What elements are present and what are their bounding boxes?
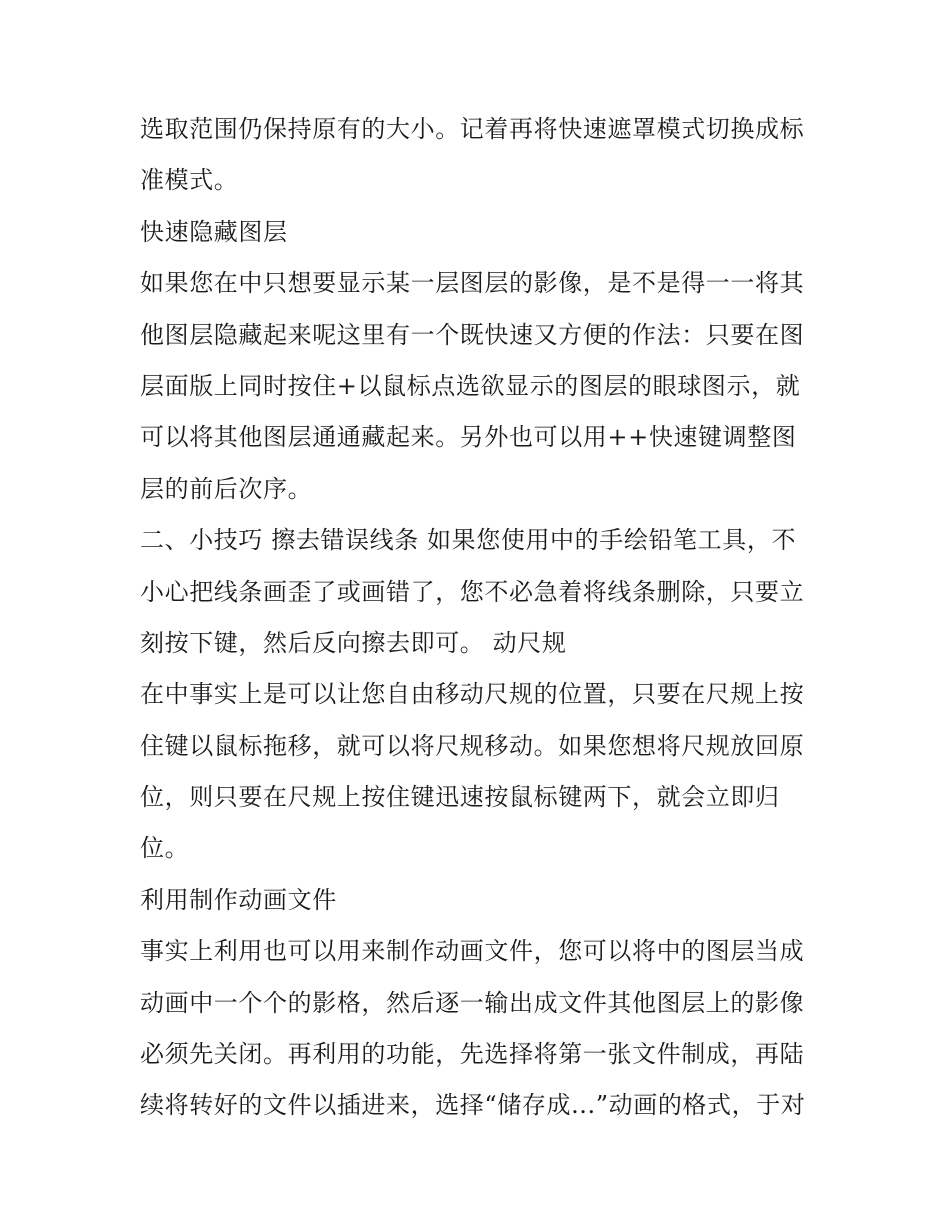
document-body (140, 104, 812, 1132)
text-line: 可以将其他图层通通藏起来。另外也可以用++快速键调整图 (140, 423, 797, 452)
text-line: 续将转好的文件以插进来，选择“储存成...”动画的格式，于对 (140, 1091, 806, 1120)
text-line: 层的前后次序。 (140, 474, 313, 503)
text-line: 住键以鼠标拖移，就可以将尺规移动。如果您想将尺规放回原 (140, 731, 805, 760)
text-line: 他图层隐藏起来呢这里有一个既快速又方便的作法：只要在图 (140, 320, 805, 349)
text-line: 在中事实上是可以让您自由移动尺规的位置，只要在尺规上按 (140, 680, 805, 709)
text-line: 位。 (140, 834, 190, 863)
text-line: 二、小技巧 擦去错误线条 如果您使用中的手绘铅笔工具，不 (140, 526, 797, 555)
text-line: 准模式。 (140, 166, 239, 195)
text-line: 事实上利用也可以用来制作动画文件，您可以将中的图层当成 (140, 937, 805, 966)
text-line: 小心把线条画歪了或画错了，您不必急着将线条删除，只要立 (140, 577, 805, 606)
text-line: 动画中一个个的影格，然后逐一输出成文件其他图层上的影像 (140, 988, 805, 1017)
text-line: 如果您在中只想要显示某一层图层的影像，是不是得一一将其 (140, 269, 805, 298)
section-heading: 利用制作动画文件 (140, 885, 337, 914)
text-line: 层面版上同时按住+以鼠标点选欲显示的图层的眼球图示，就 (140, 371, 801, 400)
text-line: 刻按下键，然后反向擦去即可。 动尺规 (140, 628, 567, 657)
text-line: 必须先关闭。再利用的功能，先选择将第一张文件制成，再陆 (140, 1040, 805, 1069)
section-heading: 快速隐藏图层 (140, 217, 288, 246)
text-line: 选取范围仍保持原有的大小。记着再将快速遮罩模式切换成标 (140, 115, 805, 143)
text-line: 位，则只要在尺规上按住键迅速按鼠标键两下，就会立即归 (140, 783, 780, 812)
